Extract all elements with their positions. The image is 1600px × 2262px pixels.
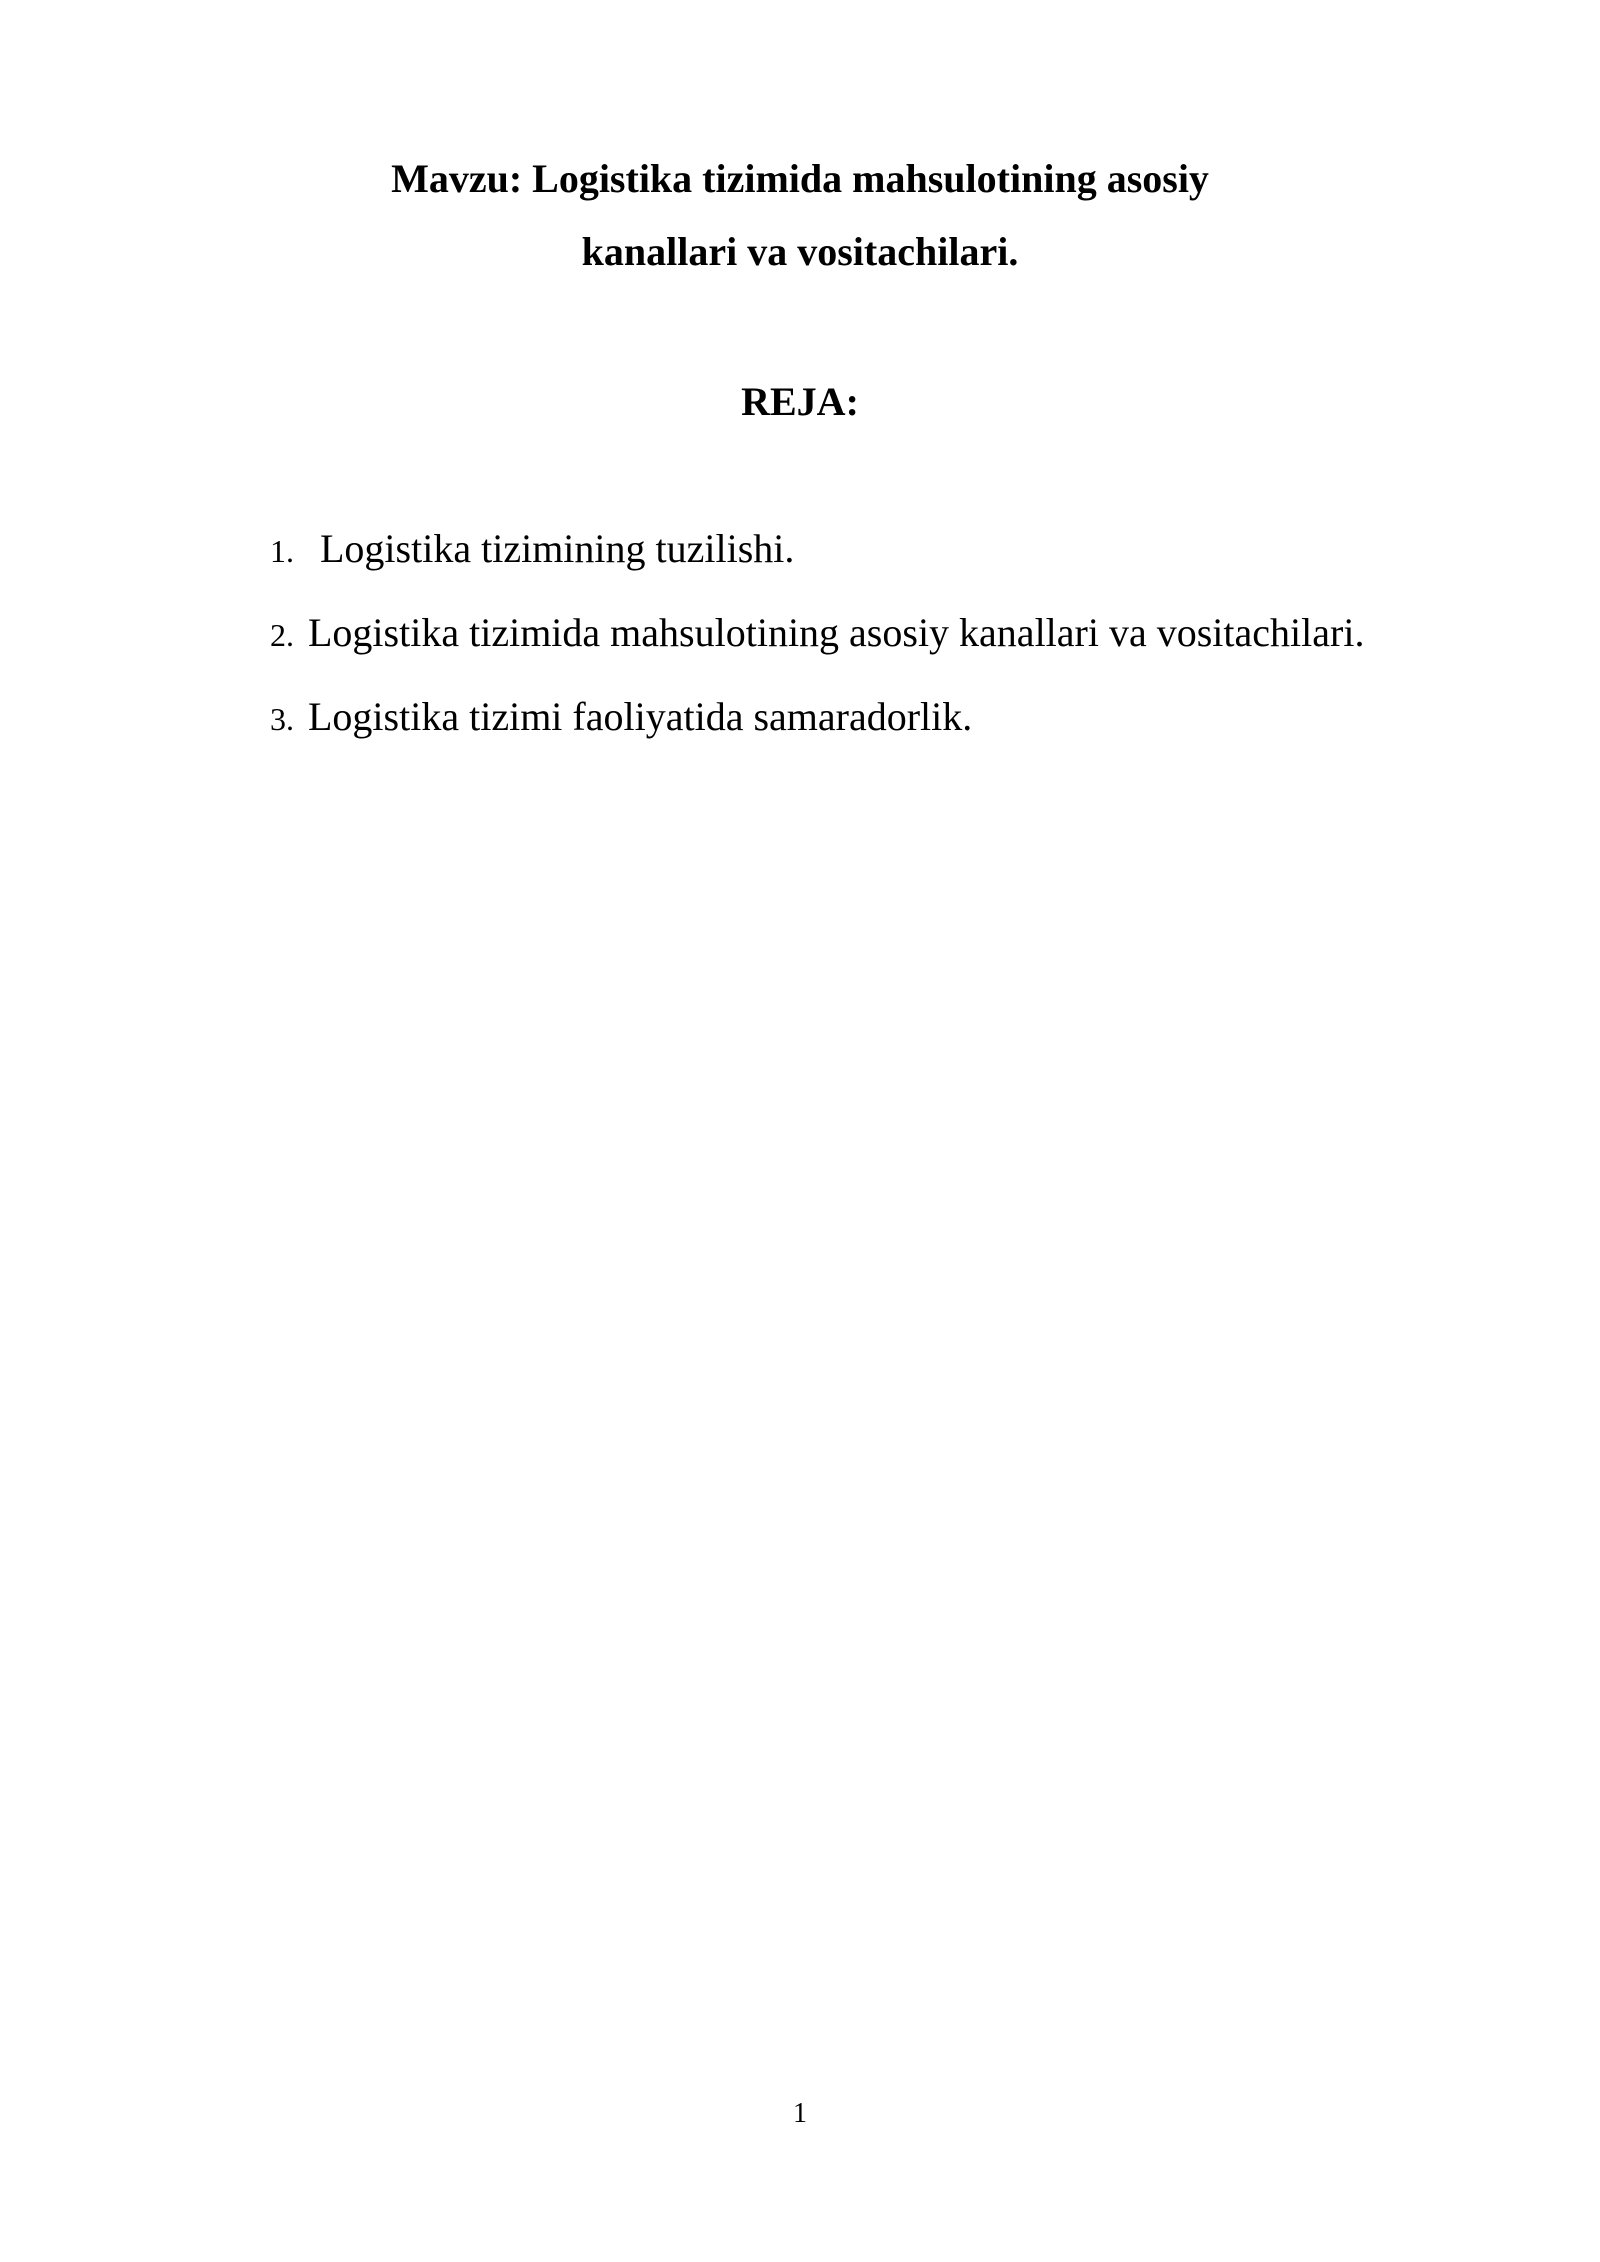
document-title-line-2: kanallari va vositachilari.	[581, 229, 1019, 274]
plan-item-text: Logistika tizimida mahsulotining asosiy kanallari va vositachilari.	[308, 610, 1365, 655]
plan-item-number: 3.	[270, 701, 294, 737]
plan-heading: REJA:	[741, 379, 859, 424]
plan-item-2	[270, 609, 1364, 693]
plan-item-number: 1.	[270, 533, 294, 569]
plan-list	[270, 525, 1364, 777]
page-number: 1	[793, 2098, 807, 2129]
plan-item-number: 2.	[270, 617, 294, 653]
plan-item-1	[270, 525, 1364, 609]
document-title-line-1: Mavzu: Logistika tizimida mahsulotining asosiy	[391, 156, 1209, 201]
plan-item-text: Logistika tizimining tuzilishi.	[320, 526, 795, 571]
plan-item-text: Logistika tizimi faoliyatida samaradorlik.	[308, 694, 973, 739]
plan-item-3	[270, 693, 1364, 777]
